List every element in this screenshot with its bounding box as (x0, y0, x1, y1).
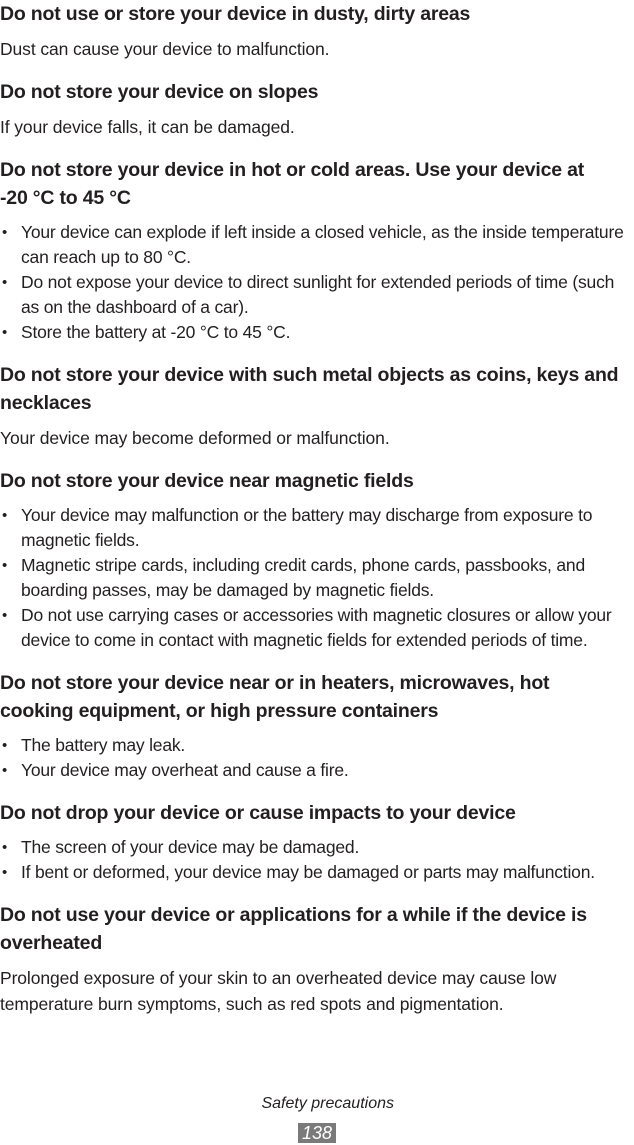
bullet-text: Magnetic stripe cards, including credit cards, phone cards, passbooks, and boarding passes, may be damaged by magnetic fields. (21, 555, 585, 600)
bullet-icon: • (2, 762, 8, 779)
section-metal-objects (0, 361, 634, 451)
bullet-text: Your device may overheat and cause a fire. (21, 760, 349, 780)
bullet-text: Store the battery at -20 °C to 45 °C. (21, 322, 291, 342)
section-paragraph: Your device may become deformed or malfunction. (0, 428, 390, 448)
bullet-text: Your device can explode if left inside a closed vehicle, as the inside temperature can reach up to 80 °C. (21, 222, 624, 267)
bullet-item (0, 835, 634, 860)
bullet-item (0, 220, 634, 270)
bullet-text: If bent or deformed, your device may be damaged or parts may malfunction. (21, 862, 595, 882)
section-heading: Do not store your device near or in heaters, microwaves, hot cooking equipment, or high pressure containers (0, 672, 550, 722)
section-drop-impacts (0, 799, 634, 885)
bullet-icon: • (2, 224, 8, 241)
bullet-icon: • (2, 557, 8, 574)
bullet-item (0, 733, 634, 758)
section-paragraph: Prolonged exposure of your skin to an overheated device may cause low temperature burn symptoms, such as red spots and pigmentation. (0, 968, 557, 1014)
bullet-text: Do not expose your device to direct sunlight for extended periods of time (such as on the dashboard of a car). (21, 272, 615, 317)
section-slopes (0, 78, 634, 140)
section-hot-cold-areas (0, 156, 634, 345)
page-number: 138 (298, 1123, 336, 1143)
bullet-item (0, 603, 634, 653)
bullet-text: Do not use carrying cases or accessories with magnetic closures or allow your device to come in contact with magnetic fields for extended periods of time. (21, 605, 612, 650)
section-heading: Do not store your device with such metal objects as coins, keys and necklaces (0, 364, 619, 414)
bullet-list (0, 835, 634, 885)
bullet-item (0, 320, 634, 345)
footer-section-label: Safety precautions (261, 1095, 394, 1112)
bullet-item (0, 270, 634, 320)
bullet-text: The screen of your device may be damaged. (21, 837, 360, 857)
section-heading: Do not use your device or applications for a while if the device is overheated (0, 904, 587, 954)
section-heading: Do not store your device in hot or cold areas. Use your device at -20 °C to 45 °C (0, 159, 585, 209)
bullet-list (0, 220, 634, 345)
bullet-list (0, 503, 634, 653)
section-heading: Do not drop your device or cause impacts to your device (0, 802, 516, 824)
section-overheated (0, 901, 634, 1017)
section-magnetic-fields (0, 467, 634, 653)
bullet-item (0, 553, 634, 603)
section-paragraph: If your device falls, it can be damaged. (0, 117, 295, 137)
section-dusty-areas (0, 0, 634, 62)
section-heading: Do not store your device on slopes (0, 81, 319, 103)
bullet-icon: • (2, 274, 8, 291)
section-heading: Do not use or store your device in dusty, dirty areas (0, 3, 471, 25)
bullet-icon: • (2, 607, 8, 624)
bullet-icon: • (2, 737, 8, 754)
bullet-icon: • (2, 839, 8, 856)
bullet-icon: • (2, 507, 8, 524)
bullet-icon: • (2, 324, 8, 341)
bullet-text: Your device may malfunction or the battery may discharge from exposure to magnetic fields. (21, 505, 593, 550)
bullet-icon: • (2, 864, 8, 881)
bullet-text: The battery may leak. (21, 735, 186, 755)
section-heading: Do not store your device near magnetic fields (0, 470, 414, 492)
bullet-item (0, 758, 634, 783)
section-paragraph: Dust can cause your device to malfunction. (0, 39, 330, 59)
bullet-list (0, 733, 634, 783)
bullet-item (0, 503, 634, 553)
bullet-item (0, 860, 634, 885)
section-heaters (0, 669, 634, 783)
